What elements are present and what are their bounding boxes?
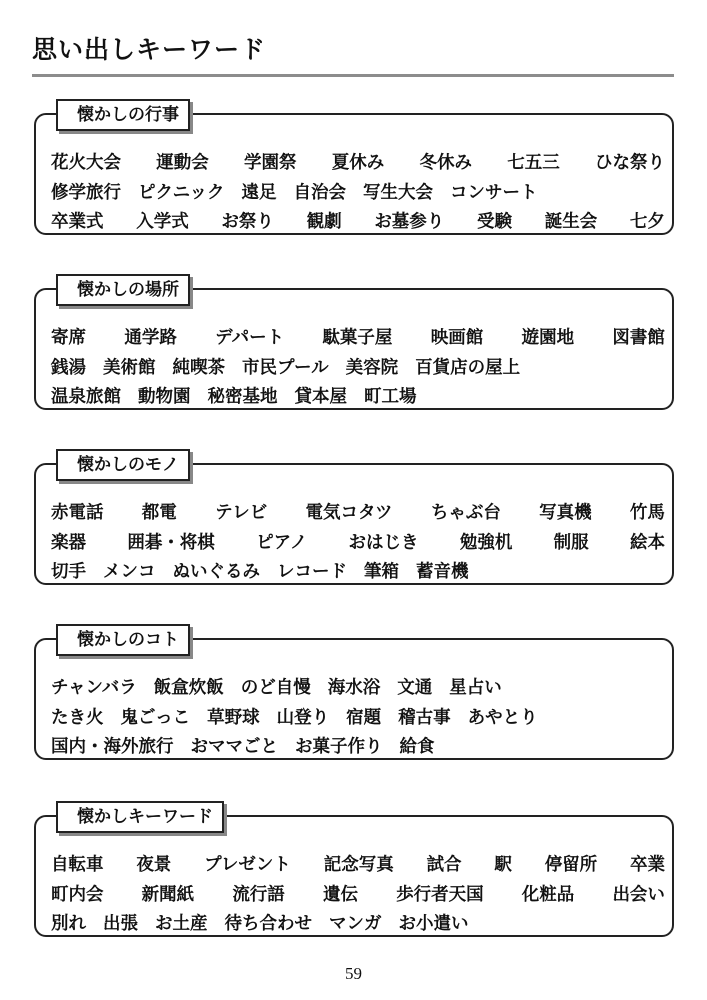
keyword: 美術館	[103, 357, 156, 378]
title-divider	[32, 74, 674, 77]
keyword: 化粧品	[521, 884, 575, 905]
keyword: 誕生会	[544, 212, 598, 232]
keyword: 寄席	[51, 328, 86, 348]
keyword: 夜景	[136, 855, 172, 875]
keyword-line	[51, 910, 665, 940]
keyword: 観劇	[306, 212, 342, 232]
keyword: 貸本屋	[294, 387, 347, 407]
section-heading: 懐かしの行事	[56, 99, 190, 131]
keyword-list	[51, 149, 665, 238]
keyword: 写生大会	[362, 182, 433, 203]
keyword: 鬼ごっこ	[120, 707, 191, 728]
keyword-list	[51, 674, 665, 763]
keyword-list	[51, 499, 665, 588]
keyword: ピクニック	[138, 182, 225, 203]
keyword: 別れ	[51, 914, 86, 934]
keyword: 宿題	[346, 707, 382, 728]
keyword-list	[51, 851, 665, 940]
keyword: 夏休み	[331, 153, 385, 173]
keyword-line	[51, 354, 665, 384]
keyword: 新聞紙	[141, 884, 195, 905]
keyword: メンコ	[103, 562, 156, 582]
keyword: 学園祭	[244, 153, 297, 173]
keyword-line	[51, 733, 665, 763]
page-number: 59	[345, 964, 362, 983]
keyword-line	[51, 179, 665, 209]
keyword: デパート	[215, 328, 285, 348]
keyword-line	[51, 704, 665, 734]
keyword-line	[51, 208, 665, 238]
keyword-line	[51, 881, 665, 911]
keyword: 国内・海外旅行	[51, 737, 174, 757]
section-heading: 懐かしのモノ	[56, 449, 190, 481]
keyword: お祭り	[221, 212, 274, 232]
keyword: 筆箱	[364, 562, 399, 582]
keyword: 写真機	[539, 503, 592, 523]
keyword: 試合	[426, 855, 462, 875]
keyword: 遊園地	[521, 328, 575, 348]
keyword: 記念写真	[323, 855, 394, 875]
keyword: 動物園	[138, 387, 191, 407]
keyword-line	[51, 149, 665, 179]
section-heading: 懐かしキーワード	[56, 801, 224, 833]
keyword: 図書館	[612, 328, 665, 348]
keyword: 駅	[494, 855, 512, 875]
keyword: 楽器	[51, 532, 86, 553]
keyword: 飯盒炊飯	[153, 678, 224, 698]
keyword: 七夕	[629, 212, 665, 232]
keyword: のど自慢	[240, 678, 311, 698]
keyword: 受験	[477, 212, 513, 232]
keyword: 遺伝	[322, 884, 358, 905]
keyword: 流行語	[232, 884, 285, 905]
keyword: 運動会	[156, 153, 209, 173]
keyword-line	[51, 674, 665, 704]
keyword: 出会い	[612, 884, 665, 905]
keyword: 蓄音機	[416, 562, 469, 582]
keyword: 竹馬	[629, 503, 665, 523]
keyword: 稽古事	[398, 707, 451, 728]
section-heading: 懐かしのコト	[56, 624, 190, 656]
keyword: レコード	[277, 562, 347, 582]
keyword-line	[51, 383, 665, 413]
keyword: お土産	[155, 914, 208, 934]
keyword: 停留所	[544, 855, 598, 875]
keyword: 絵本	[629, 532, 665, 553]
keyword: 自治会	[293, 182, 346, 203]
keyword: 秘密基地	[207, 387, 278, 407]
keyword: 町内会	[51, 884, 104, 905]
keyword: 百貨店の屋上	[415, 357, 521, 378]
keyword: 囲碁・将棋	[127, 532, 215, 553]
keyword: 銭湯	[51, 357, 86, 378]
keyword-line	[51, 499, 665, 529]
keyword-line	[51, 558, 665, 588]
keyword: 遠足	[241, 182, 277, 203]
keyword: 制服	[553, 532, 589, 553]
keyword: 勉強机	[459, 532, 513, 553]
keyword: 電気コタツ	[305, 503, 393, 523]
keyword-line	[51, 851, 665, 881]
keyword: 歩行者天国	[396, 884, 484, 905]
keyword: 七五三	[507, 153, 560, 173]
keyword: ちゃぶ台	[430, 503, 501, 523]
keyword: 美容院	[345, 357, 399, 378]
keyword-line	[51, 529, 665, 559]
keyword: 文通	[397, 678, 433, 698]
keyword: マンガ	[329, 914, 382, 934]
keyword: 花火大会	[51, 153, 121, 173]
keyword: 冬休み	[419, 153, 472, 173]
keyword-line	[51, 324, 665, 354]
keyword: ひな祭り	[595, 153, 665, 173]
keyword: 入学式	[136, 212, 189, 232]
keyword: お墓参り	[374, 212, 445, 232]
keyword: 自転車	[51, 855, 104, 875]
section-heading: 懐かしの場所	[56, 274, 190, 306]
keyword: 出張	[103, 914, 138, 934]
keyword: 山登り	[276, 707, 330, 728]
keyword: プレゼント	[204, 855, 291, 875]
keyword: 草野球	[207, 707, 260, 728]
keyword: ぬいぐるみ	[172, 562, 260, 582]
page-title: 思い出しキーワード	[32, 35, 267, 64]
keyword: 純喫茶	[172, 357, 225, 378]
keyword: 市民プール	[242, 357, 329, 378]
keyword: 海水浴	[327, 678, 381, 698]
keyword: お小遣い	[398, 914, 469, 934]
keyword: 切手	[51, 562, 86, 582]
keyword: たき火	[51, 707, 104, 728]
keyword: 修学旅行	[51, 182, 121, 203]
keyword: 映画館	[430, 328, 484, 348]
keyword: おはじき	[348, 532, 419, 553]
keyword: おママごと	[190, 737, 278, 757]
keyword: ピアノ	[256, 532, 308, 553]
keyword: 赤電話	[51, 503, 104, 523]
keyword: 卒業	[630, 855, 665, 875]
keyword: あやとり	[467, 707, 538, 728]
keyword: 町工場	[364, 387, 417, 407]
keyword: 星占い	[449, 678, 502, 698]
keyword: 温泉旅館	[51, 387, 121, 407]
keyword: 卒業式	[51, 212, 104, 232]
keyword: コンサート	[449, 182, 538, 203]
keyword: チャンバラ	[51, 678, 137, 698]
keyword: テレビ	[215, 503, 268, 523]
keyword: 通学路	[124, 328, 177, 348]
keyword-list	[51, 324, 665, 413]
keyword: 都電	[141, 503, 177, 523]
keyword: 給食	[399, 737, 435, 757]
keyword: 駄菓子屋	[322, 328, 393, 348]
keyword: お菓子作り	[295, 737, 383, 757]
keyword: 待ち合わせ	[224, 914, 312, 934]
